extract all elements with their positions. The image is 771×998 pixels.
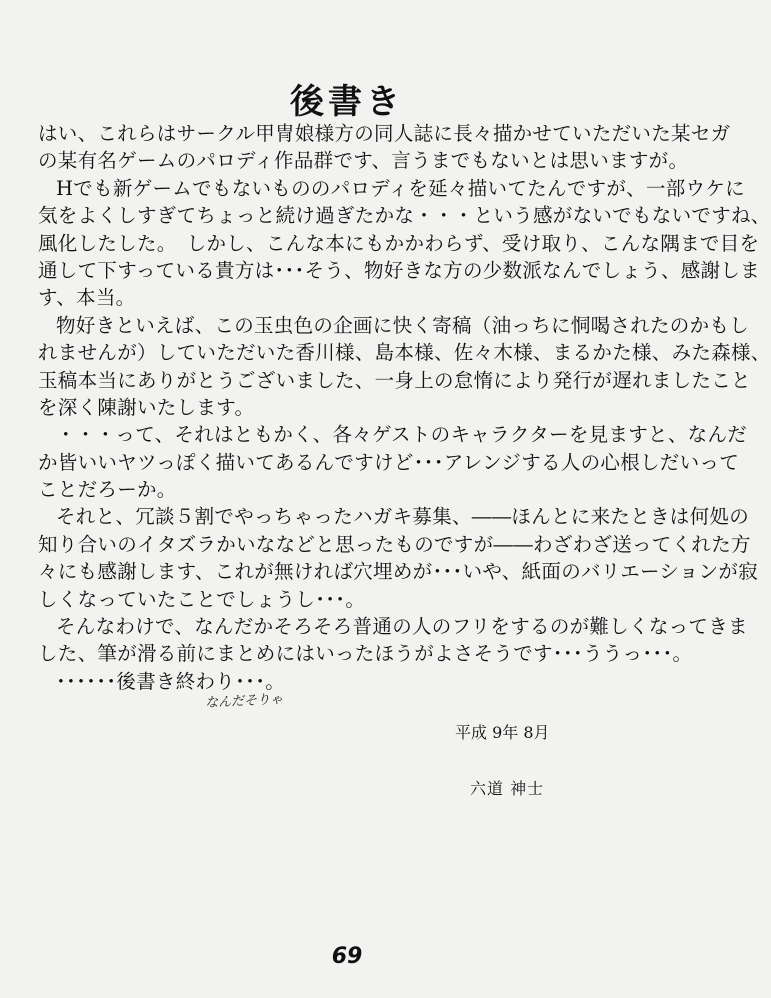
page-title: 後書き xyxy=(290,82,404,122)
text-line: 物好きといえば、この玉虫色の企画に快く寄稿（油っちに恫喝されたのかもし xyxy=(56,313,750,337)
text-line: 々にも感謝します、これが無ければ穴埋めが･･･いや、紙面のバリエーションが寂 xyxy=(38,560,759,584)
text-line: ことだろーか。 xyxy=(38,478,177,502)
text-line: 風化したした。 しかし、こんな本にもかかわらず、受け取り、こんな隅まで目を xyxy=(38,231,760,255)
text-line: ･･････後書き終わり･･･。 xyxy=(56,669,286,693)
afterword-body xyxy=(38,120,771,695)
date-line: 平成 9年 8月 xyxy=(455,723,550,742)
text-line: 玉稿本当にありがとうございました、一身上の怠惰により発行が遅れましたこと xyxy=(38,368,751,392)
text-line: 通して下すっている貴方は･･･そう、物好きな方の少数派なんでしょう、感謝しま xyxy=(38,258,760,282)
text-line: れませんが）していただいた香川様、島本様、佐々木様、まるかた様、みた森様、 xyxy=(38,341,771,365)
text-line: Hでも新ゲームでもないもののパロディを延々描いてたんですが、一部ウケに xyxy=(56,176,745,200)
text-line: それと、冗談５割でやっちゃったハガキ募集、――ほんとに来たときは何処の xyxy=(56,505,750,529)
author-signature: 六道 神士 xyxy=(470,779,545,798)
text-line: はい、これらはサークル甲冑娘様方の同人誌に長々描かせていただいた某セガ xyxy=(38,122,731,145)
text-line: そんなわけで、なんだかそろそろ普通の人のフリをするのが難しくなってきま xyxy=(56,615,748,639)
text-line: の某有名ゲームのパロディ作品群です、言うまでもないとは思いますが。 xyxy=(38,149,689,173)
text-line: を深く陳謝いたします。 xyxy=(38,395,255,419)
text-line: 知り合いのイタズラかいななどと思ったものですが――わざわざ送ってくれた方 xyxy=(38,532,751,556)
text-line: 気をよくしすぎてちょっと続け過ぎたかな・・・という感がないでもないですね、 xyxy=(38,204,771,228)
text-line: か皆いいヤツっぽく描いてあるんですけど･･･アレンジする人の心根しだいって xyxy=(38,450,740,474)
text-line: しくなっていたことでしょうし･･･。 xyxy=(38,587,366,611)
text-line: す、本当。 xyxy=(38,286,136,310)
text-line: ・・・って、それはともかく、各々ゲストのキャラクターを見ますと、なんだ xyxy=(56,423,748,447)
handwritten-note: なんだそりゃ xyxy=(204,691,284,712)
text-line: した、筆が滑る前にまとめにはいったほうがよさそうです･･･ううっ･･･。 xyxy=(38,642,693,666)
page-number: 69 xyxy=(331,944,363,969)
